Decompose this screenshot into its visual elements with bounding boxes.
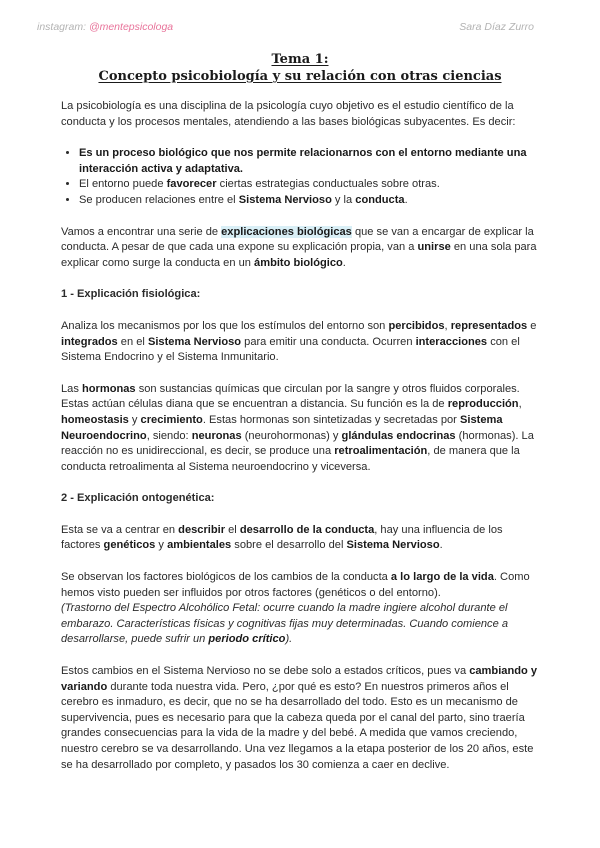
example-note: (Trastorno del Espectro Alcohólico Fetal: ocurre cuando la madre ingiere alcohol durante el embarazo. Características físicas y cognitivas fijas muy determinadas. Cuando comience a desarrollarse, puede sufrir un periodo crítico). xyxy=(61,602,509,646)
ontogenetica-paragraph-2: Se observan los factores biológicos de los cambios de la conducta a lo largo de la vida. Como hemos visto pueden ser influidos por otros factores (genéticos o del entorno). (Trastorno del Espectro Alcohólico Fetal: ocurre cuando la madre ingiere alcohol durante el embarazo. Características físicas y cognitivas fijas muy determinadas. Cuando comience a desarrollarse, puede sufrir un periodo crítico). xyxy=(61,571,530,646)
list-item: • Es un proceso biológico que nos permite relacionarnos con el entorno mediante una interacción activa y adaptativa. xyxy=(79,146,539,177)
header-author: Sara Díaz Zurro xyxy=(459,21,534,33)
definition-list xyxy=(61,146,539,208)
intro-paragraph: La psicobiología es una disciplina de la psicología cuyo objetivo es el estudio científico de la conducta y los procesos mentales, atendiendo a las bases biológicas subyacentes. Es decir: xyxy=(61,100,516,128)
fisiologica-paragraph-2: Las hormonas son sustancias químicas que circulan por la sangre y otros fluidos corporales. Estas actúan células diana que se encuentran a distancia. Su función es la de reproducción, homeostasis y crecimiento. Estas hormonas son sintetizadas y secretadas por Sistema Neuroendocrino, siendo: neuronas (neurohormonas) y glándulas endocrinas (hormonas). La reacción no es unidireccional, es decir, se produce una retroalimentación, de manera que la conducta retroalimenta al Sistema neuroendocrino y viceversa. xyxy=(61,382,534,473)
instagram-handle-link[interactable]: @mentepsicologa xyxy=(88,21,174,33)
list-item: • El entorno puede favorecer ciertas estrategias conductuales sobre otras. xyxy=(79,177,539,193)
page-title: Concepto psicobiología y su relación con otras ciencias xyxy=(98,69,502,84)
ontogenetica-paragraph-1: Esta se va a centrar en describir el desarrollo de la conducta, hay una influencia de los factores genéticos y ambientales sobre el desarrollo del Sistema Nervioso. xyxy=(61,523,503,552)
title-line-1: Tema 1: xyxy=(271,52,329,67)
section-heading-ontogenetica: 2 - Explicación ontogenética: xyxy=(61,492,215,505)
fisiologica-paragraph-1: Analiza los mecanismos por los que los estímulos del entorno son percibidos, representados e integrados en el Sistema Nervioso para emitir una conducta. Ocurren interacciones con el Sistema Endocrino y el Sistema Inmunitario. xyxy=(61,319,537,364)
explicaciones-paragraph: Vamos a encontrar una serie de explicaciones biológicas que se van a encargar de explicar la conducta. A pesar de que cada una expone su explicación propia, van a unirse en una sola para explicar como surge la conducta en un ámbito biológico. xyxy=(61,225,537,269)
header-instagram xyxy=(37,21,173,33)
highlighted-term: explicaciones biológicas xyxy=(221,225,352,238)
ontogenetica-paragraph-3: Estos cambios en el Sistema Nervioso no se debe solo a estados críticos, pues va cambiando y variando durante toda nuestra vida. Pero, ¿por qué es esto? En nuestros primeros años el cerebro es inmaduro, es decir, que no se ha desarrollado del todo. Esto es un mecanismo de supervivencia, pues es necesario para que la cabeza queda por el canal del parto, sino traería grandes consecuencias para la vida de la madre y del bebé. A medida que vamos creciendo, nuestro cerebro se va desarrollando. Una vez llegamos a la etapa posterior de los 20 años, este se ha desarrollado por completo, y pasados los 30 comienza a caer en declive. xyxy=(61,665,538,771)
list-item: • Se producen relaciones entre el Sistema Nervioso y la conducta. xyxy=(79,193,539,209)
section-heading-fisiologica: 1 - Explicación fisiológica: xyxy=(61,288,201,301)
document-body xyxy=(61,99,539,789)
header-instagram-prefix: instagram: xyxy=(37,21,89,33)
